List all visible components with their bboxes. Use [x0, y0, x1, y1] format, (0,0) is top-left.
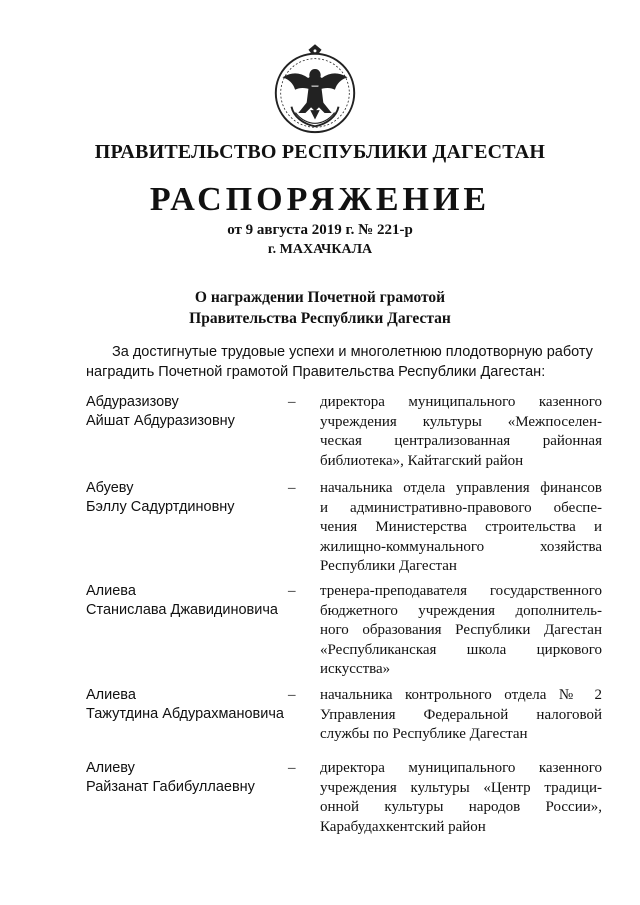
subject-line-1: О награждении Почетной грамотой: [194, 289, 446, 306]
position-line: ческая централизованная районная: [320, 433, 602, 449]
awardee-surname: Абдуразизову: [86, 394, 179, 410]
position-line: «Республиканская школа циркового: [320, 641, 602, 658]
dash-separator: –: [288, 480, 296, 496]
position-line: тренера-преподавателя государственного: [320, 583, 602, 599]
position-line: начальника отдела управления финансов: [320, 480, 602, 496]
intro-line-1: За достигнутые трудовые успехи и многолетнюю плодотворную работу: [112, 344, 593, 360]
awardee-name: [86, 479, 286, 517]
awardee-surname: Алиева: [86, 583, 136, 599]
position-line: учреждения культуры «Центр традици-: [320, 779, 602, 796]
subject-line-2: Правительства Республики Дагестан: [189, 310, 451, 327]
dash-separator: –: [288, 394, 296, 410]
awardee-surname: Абуеву: [86, 480, 134, 496]
awardee-position: [320, 479, 602, 577]
intro-paragraph: [86, 342, 602, 382]
subject-heading: [0, 287, 640, 329]
awardee-position: [320, 393, 602, 471]
awardee-position: [320, 686, 602, 745]
position-line: чения Министерства строительства и: [320, 519, 602, 535]
position-line: Карабудахкентский район: [320, 818, 486, 835]
awardee-given-names: Тажутдина Абдурахмановича: [86, 706, 284, 722]
position-line: учреждения культуры «Межпоселен-: [320, 413, 602, 430]
awardee-position: [320, 582, 602, 680]
position-line: ного образования Республики Дагестан: [320, 622, 602, 638]
awardee-name: [86, 686, 286, 724]
coat-of-arms-emblem: [266, 42, 364, 140]
position-line: начальника контрольного отдела № 2: [320, 687, 602, 703]
date-number-line: от 9 августа 2019 г. № 221-р: [227, 222, 413, 238]
awardee-given-names: Бэллу Садуртдиновну: [86, 499, 235, 515]
awardee-surname: Алиева: [86, 687, 136, 703]
intro-line-2: наградить Почетной грамотой Правительства Республики Дагестан:: [86, 364, 546, 380]
government-title: ПРАВИТЕЛЬСТВО РЕСПУБЛИКИ ДАГЕСТАН: [94, 141, 546, 163]
awardee-position: [320, 759, 602, 837]
position-line: жилищно-коммунального хозяйства: [320, 538, 602, 555]
awardee-surname: Алиеву: [86, 760, 135, 776]
city-line: г. МАХАЧКАЛА: [267, 242, 373, 257]
position-line: Республики Дагестан: [320, 558, 457, 574]
awardee-name: [86, 393, 286, 431]
dash-separator: –: [288, 583, 296, 599]
position-line: директора муниципального казенного: [320, 394, 602, 410]
position-line: библиотека», Кайтагский район: [320, 452, 524, 469]
awardee-name: [86, 582, 286, 620]
position-line: искусства»: [320, 661, 391, 677]
position-line: онной культуры народов России»,: [320, 799, 602, 815]
awardee-given-names: Райзанат Габибуллаевну: [86, 779, 255, 795]
awardee-given-names: Станислава Джавидиновича: [86, 602, 278, 618]
position-line: бюджетного учреждения дополнитель-: [320, 602, 602, 619]
dash-separator: –: [288, 760, 296, 776]
dash-separator: –: [288, 687, 296, 703]
position-line: Управления Федеральной налоговой: [320, 706, 602, 723]
position-line: и административно-правового обеспе-: [320, 499, 602, 516]
document-type-title: РАСПОРЯЖЕНИЕ: [149, 181, 491, 218]
awardee-given-names: Айшат Абдуразизовну: [86, 413, 235, 429]
awardee-name: [86, 759, 286, 797]
position-line: директора муниципального казенного: [320, 760, 602, 776]
position-line: службы по Республике Дагестан: [320, 726, 528, 742]
